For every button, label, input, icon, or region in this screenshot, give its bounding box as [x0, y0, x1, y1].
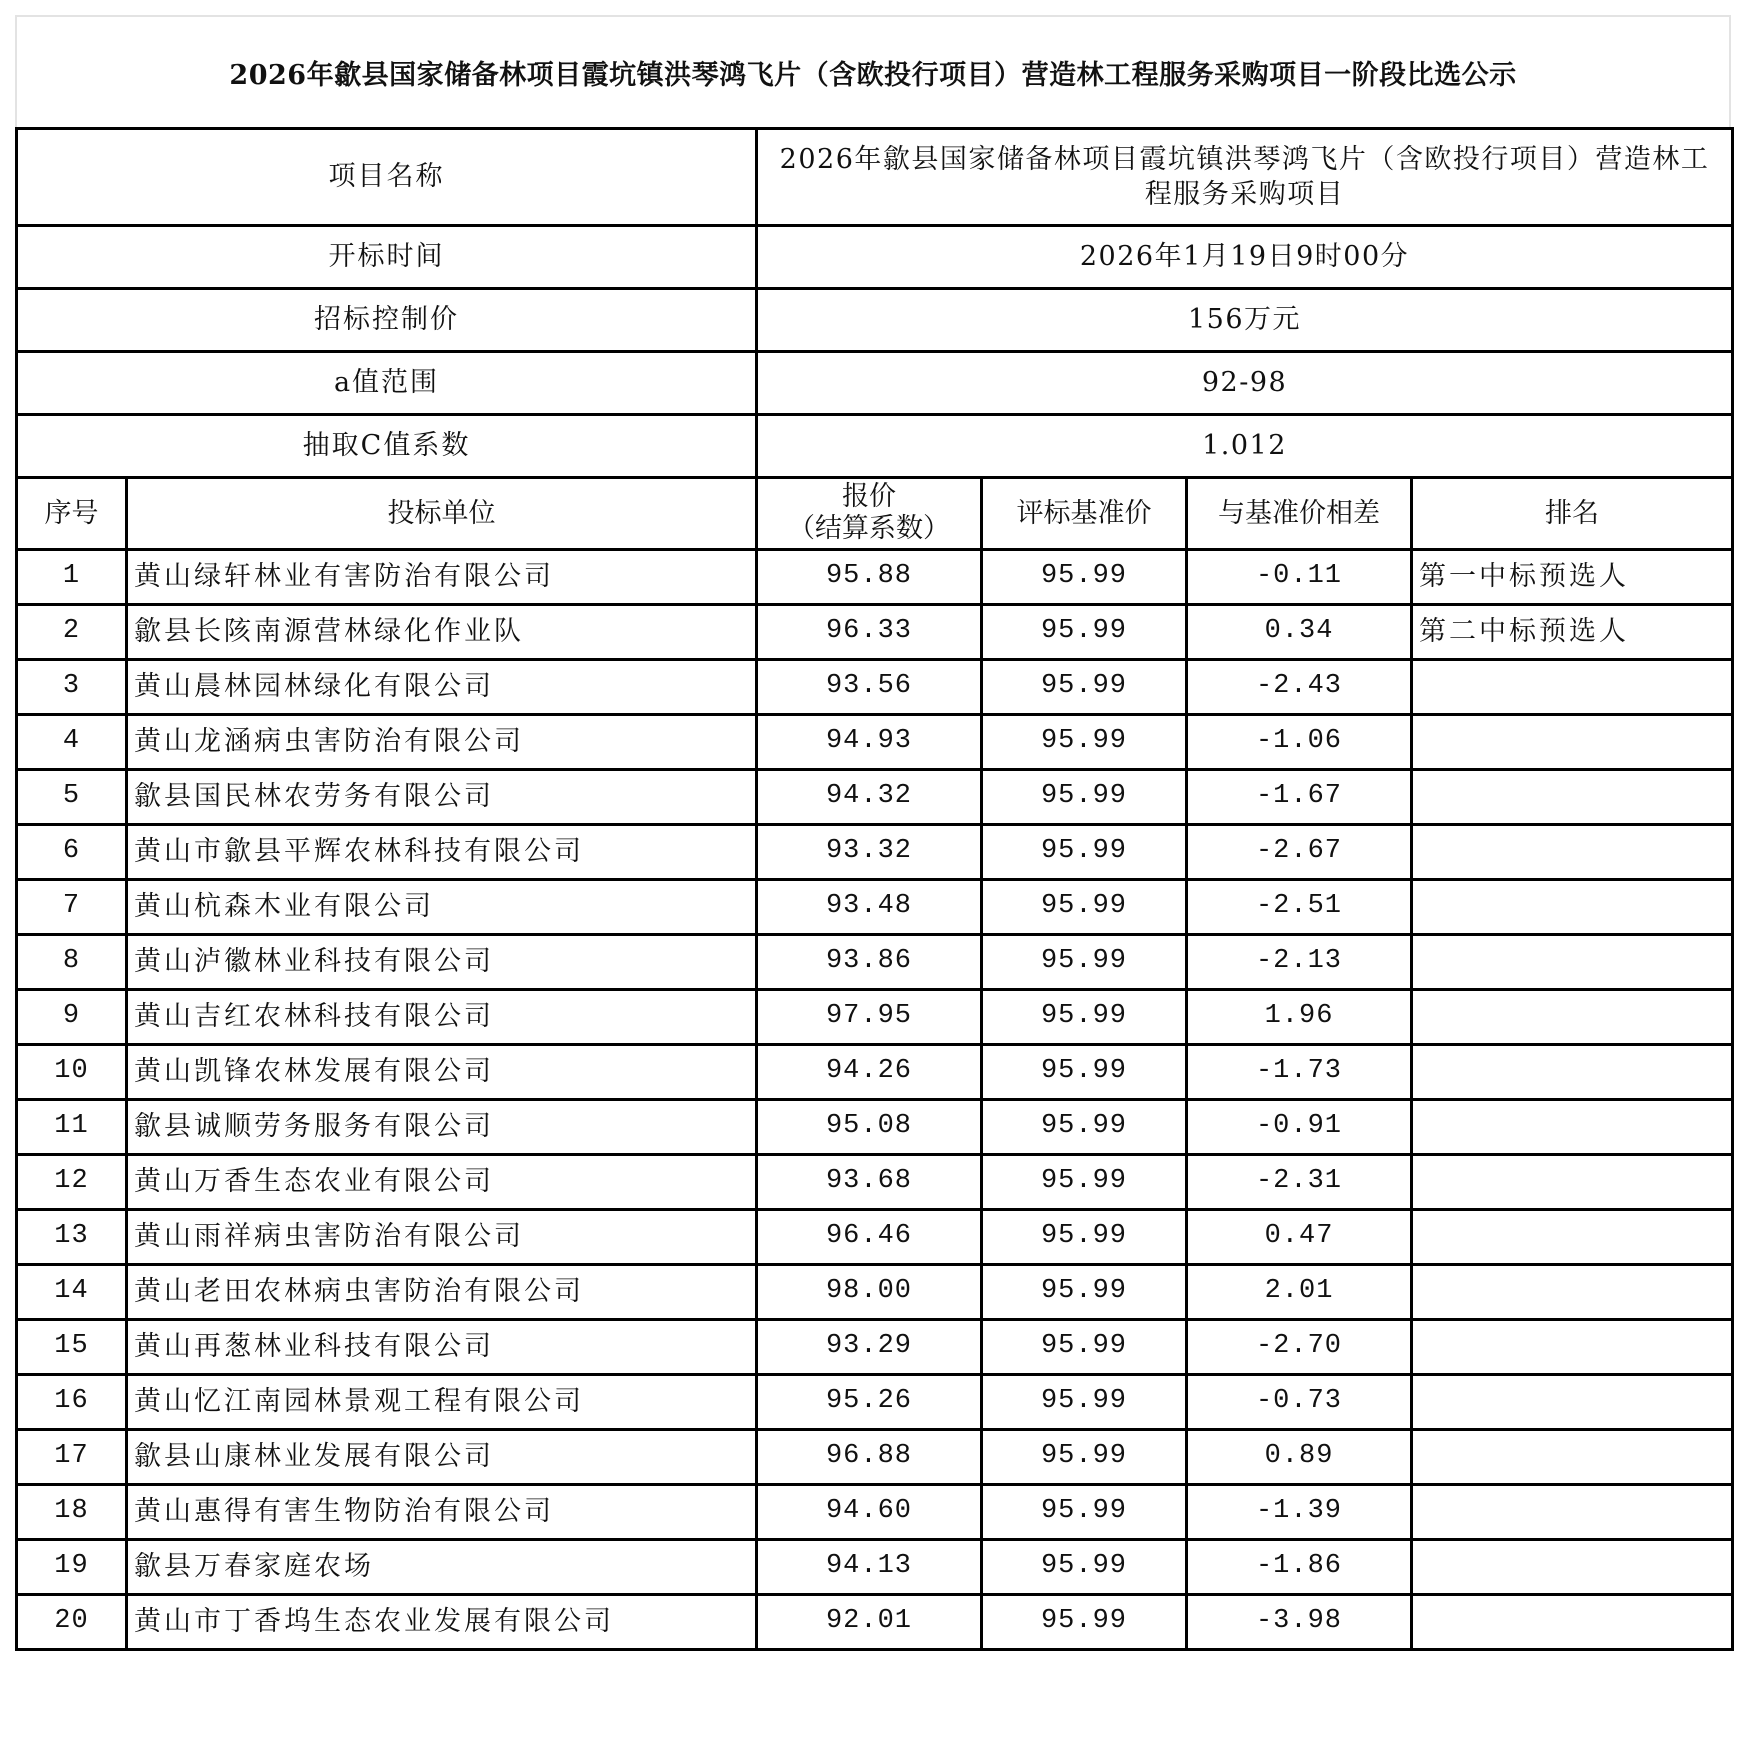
row-index: 17	[17, 1430, 127, 1485]
row-bidder: 黄山市歙县平辉农林科技有限公司	[127, 825, 757, 880]
header-price	[757, 478, 982, 550]
row-rank	[1412, 1265, 1733, 1320]
row-rank	[1412, 1155, 1733, 1210]
project-name-label: 项目名称	[17, 129, 757, 226]
row-difference: -2.70	[1187, 1320, 1412, 1375]
row-bidder: 歙县万春家庭农场	[127, 1540, 757, 1595]
row-difference: -1.86	[1187, 1540, 1412, 1595]
row-rank: 第一中标预选人	[1412, 550, 1733, 605]
row-price: 93.68	[757, 1155, 982, 1210]
table-row	[17, 1540, 1733, 1595]
row-rank	[1412, 1430, 1733, 1485]
c-coefficient-label: 抽取C值系数	[17, 415, 757, 478]
row-index: 10	[17, 1045, 127, 1100]
row-price: 93.48	[757, 880, 982, 935]
header-price-line1: 报价	[842, 480, 896, 512]
table-row	[17, 935, 1733, 990]
row-base-price: 95.99	[982, 715, 1187, 770]
row-base-price: 95.99	[982, 935, 1187, 990]
row-rank	[1412, 880, 1733, 935]
row-bidder: 黄山雨祥病虫害防治有限公司	[127, 1210, 757, 1265]
row-index: 5	[17, 770, 127, 825]
row-index: 16	[17, 1375, 127, 1430]
table-row	[17, 1045, 1733, 1100]
row-difference: -2.31	[1187, 1155, 1412, 1210]
table-row	[17, 550, 1733, 605]
row-base-price: 95.99	[982, 550, 1187, 605]
row-base-price: 95.99	[982, 1210, 1187, 1265]
row-price: 95.26	[757, 1375, 982, 1430]
row-bidder: 黄山忆江南园林景观工程有限公司	[127, 1375, 757, 1430]
row-price: 96.33	[757, 605, 982, 660]
a-range-label: a值范围	[17, 352, 757, 415]
row-base-price: 95.99	[982, 1595, 1187, 1650]
row-index: 12	[17, 1155, 127, 1210]
row-index: 4	[17, 715, 127, 770]
row-index: 3	[17, 660, 127, 715]
row-difference: -2.67	[1187, 825, 1412, 880]
row-price: 95.88	[757, 550, 982, 605]
row-base-price: 95.99	[982, 1155, 1187, 1210]
row-difference: 0.89	[1187, 1430, 1412, 1485]
info-row-a-range	[17, 352, 1733, 415]
row-index: 13	[17, 1210, 127, 1265]
row-rank	[1412, 660, 1733, 715]
row-bidder: 黄山凯锋农林发展有限公司	[127, 1045, 757, 1100]
table-body	[17, 550, 1733, 1650]
row-rank	[1412, 935, 1733, 990]
row-bidder: 黄山惠得有害生物防治有限公司	[127, 1485, 757, 1540]
row-price: 94.32	[757, 770, 982, 825]
info-row-opening-time	[17, 226, 1733, 289]
row-bidder: 黄山杭森木业有限公司	[127, 880, 757, 935]
row-price: 93.86	[757, 935, 982, 990]
row-rank	[1412, 1320, 1733, 1375]
bid-results-table	[15, 127, 1734, 1651]
row-index: 15	[17, 1320, 127, 1375]
row-price: 96.46	[757, 1210, 982, 1265]
table-row	[17, 770, 1733, 825]
control-price-value: 156万元	[757, 289, 1733, 352]
row-index: 8	[17, 935, 127, 990]
opening-time-label: 开标时间	[17, 226, 757, 289]
row-base-price: 95.99	[982, 1045, 1187, 1100]
row-difference: -2.51	[1187, 880, 1412, 935]
row-base-price: 95.99	[982, 1320, 1187, 1375]
row-bidder: 黄山万香生态农业有限公司	[127, 1155, 757, 1210]
header-difference: 与基准价相差	[1187, 478, 1412, 550]
table-row	[17, 880, 1733, 935]
row-bidder: 歙县山康林业发展有限公司	[127, 1430, 757, 1485]
row-difference: -1.67	[1187, 770, 1412, 825]
row-difference: -0.11	[1187, 550, 1412, 605]
opening-time-value: 2026年1月19日9时00分	[757, 226, 1733, 289]
row-difference: -2.13	[1187, 935, 1412, 990]
row-base-price: 95.99	[982, 660, 1187, 715]
row-price: 92.01	[757, 1595, 982, 1650]
table-row	[17, 1210, 1733, 1265]
row-index: 14	[17, 1265, 127, 1320]
table-row	[17, 715, 1733, 770]
info-row-c-coefficient	[17, 415, 1733, 478]
row-bidder: 歙县长陔南源营林绿化作业队	[127, 605, 757, 660]
row-rank	[1412, 825, 1733, 880]
row-rank	[1412, 1375, 1733, 1430]
row-difference: -1.39	[1187, 1485, 1412, 1540]
row-index: 19	[17, 1540, 127, 1595]
row-rank: 第二中标预选人	[1412, 605, 1733, 660]
row-price: 94.26	[757, 1045, 982, 1100]
header-rank: 排名	[1412, 478, 1733, 550]
info-row-control-price	[17, 289, 1733, 352]
row-index: 11	[17, 1100, 127, 1155]
info-row-project-name	[17, 129, 1733, 226]
row-bidder: 黄山泸徽林业科技有限公司	[127, 935, 757, 990]
control-price-label: 招标控制价	[17, 289, 757, 352]
row-difference: -0.91	[1187, 1100, 1412, 1155]
row-price: 94.93	[757, 715, 982, 770]
row-rank	[1412, 1595, 1733, 1650]
header-base-price: 评标基准价	[982, 478, 1187, 550]
row-index: 6	[17, 825, 127, 880]
row-price: 93.56	[757, 660, 982, 715]
a-range-value: 92-98	[757, 352, 1733, 415]
header-index: 序号	[17, 478, 127, 550]
row-base-price: 95.99	[982, 1485, 1187, 1540]
row-index: 1	[17, 550, 127, 605]
table-row	[17, 1485, 1733, 1540]
row-base-price: 95.99	[982, 825, 1187, 880]
row-rank	[1412, 1485, 1733, 1540]
row-difference: -3.98	[1187, 1595, 1412, 1650]
row-base-price: 95.99	[982, 1540, 1187, 1595]
row-price: 93.32	[757, 825, 982, 880]
project-name-value: 2026年歙县国家储备林项目霞坑镇洪琴鸿飞片（含欧投行项目）营造林工程服务采购项目	[757, 129, 1733, 226]
row-index: 18	[17, 1485, 127, 1540]
row-base-price: 95.99	[982, 880, 1187, 935]
row-bidder: 黄山再葱林业科技有限公司	[127, 1320, 757, 1375]
table-row	[17, 1155, 1733, 1210]
row-base-price: 95.99	[982, 605, 1187, 660]
table-row	[17, 1320, 1733, 1375]
row-bidder: 黄山吉红农林科技有限公司	[127, 990, 757, 1045]
notice-page	[15, 15, 1731, 1651]
row-index: 9	[17, 990, 127, 1045]
row-price: 94.60	[757, 1485, 982, 1540]
row-rank	[1412, 990, 1733, 1045]
row-price: 94.13	[757, 1540, 982, 1595]
row-difference: 0.47	[1187, 1210, 1412, 1265]
row-difference: 1.96	[1187, 990, 1412, 1045]
row-difference: 0.34	[1187, 605, 1412, 660]
row-difference: 2.01	[1187, 1265, 1412, 1320]
row-index: 7	[17, 880, 127, 935]
row-rank	[1412, 1045, 1733, 1100]
row-rank	[1412, 770, 1733, 825]
header-price-line2: （结算系数）	[788, 513, 950, 545]
row-price: 96.88	[757, 1430, 982, 1485]
row-bidder: 歙县国民林农劳务有限公司	[127, 770, 757, 825]
document-title: 2026年歙县国家储备林项目霞坑镇洪琴鸿飞片（含欧投行项目）营造林工程服务采购项目一阶段比选公示	[15, 15, 1731, 127]
row-rank	[1412, 715, 1733, 770]
row-price: 97.95	[757, 990, 982, 1045]
table-row	[17, 1100, 1733, 1155]
table-row	[17, 660, 1733, 715]
row-bidder: 黄山绿轩林业有害防治有限公司	[127, 550, 757, 605]
row-price: 93.29	[757, 1320, 982, 1375]
row-base-price: 95.99	[982, 770, 1187, 825]
row-base-price: 95.99	[982, 990, 1187, 1045]
table-row	[17, 1375, 1733, 1430]
table-row	[17, 1595, 1733, 1650]
row-index: 2	[17, 605, 127, 660]
table-row	[17, 1265, 1733, 1320]
row-bidder: 黄山晨林园林绿化有限公司	[127, 660, 757, 715]
header-bidder: 投标单位	[127, 478, 757, 550]
table-row	[17, 605, 1733, 660]
row-base-price: 95.99	[982, 1375, 1187, 1430]
row-price: 95.08	[757, 1100, 982, 1155]
row-bidder: 黄山老田农林病虫害防治有限公司	[127, 1265, 757, 1320]
row-difference: -2.43	[1187, 660, 1412, 715]
row-rank	[1412, 1210, 1733, 1265]
row-base-price: 95.99	[982, 1430, 1187, 1485]
row-difference: -0.73	[1187, 1375, 1412, 1430]
row-rank	[1412, 1100, 1733, 1155]
row-bidder: 黄山龙涵病虫害防治有限公司	[127, 715, 757, 770]
row-base-price: 95.99	[982, 1100, 1187, 1155]
c-coefficient-value: 1.012	[757, 415, 1733, 478]
row-base-price: 95.99	[982, 1265, 1187, 1320]
table-row	[17, 990, 1733, 1045]
table-header-row	[17, 478, 1733, 550]
row-rank	[1412, 1540, 1733, 1595]
table-row	[17, 825, 1733, 880]
row-difference: -1.73	[1187, 1045, 1412, 1100]
row-index: 20	[17, 1595, 127, 1650]
table-row	[17, 1430, 1733, 1485]
row-price: 98.00	[757, 1265, 982, 1320]
row-bidder: 歙县诚顺劳务服务有限公司	[127, 1100, 757, 1155]
row-difference: -1.06	[1187, 715, 1412, 770]
row-bidder: 黄山市丁香坞生态农业发展有限公司	[127, 1595, 757, 1650]
